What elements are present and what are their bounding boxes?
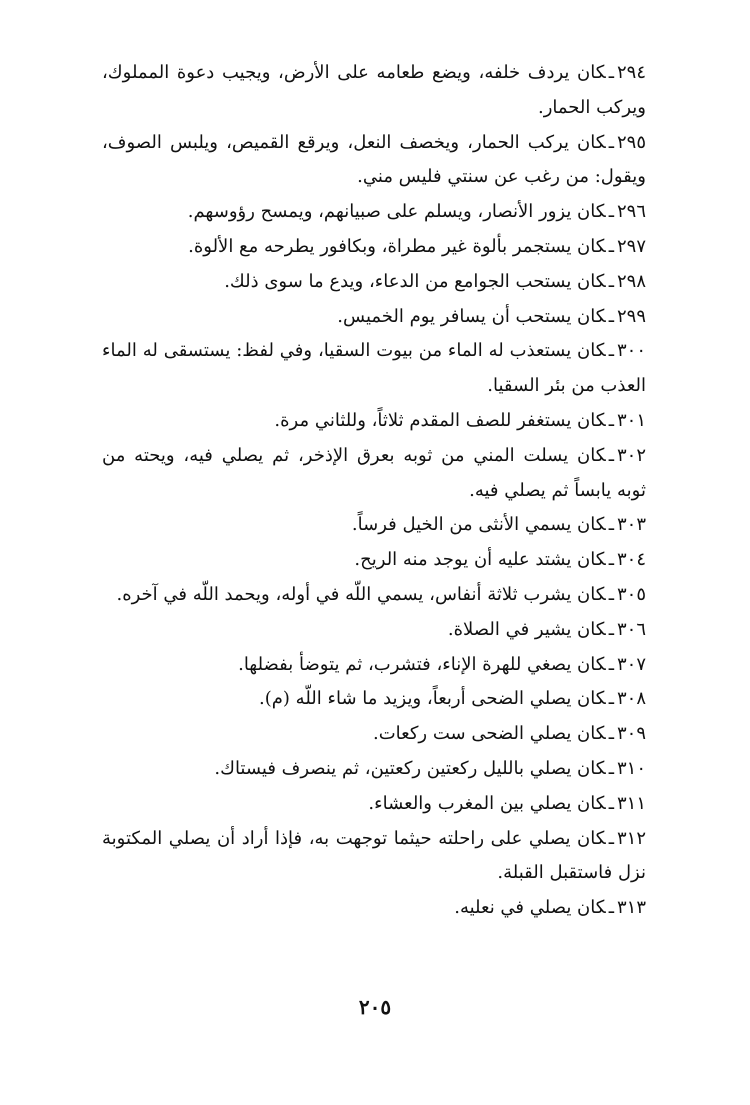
entry-text: كان يركب الحمار، ويخصف النعل، ويرقع القميص، ويلبس الصوف، ويقول: من رغب عن سنتي فليس مني. [102, 131, 646, 188]
entry-number: ٢٩٩ [616, 305, 646, 327]
entry-number: ٣٠٧ [616, 653, 646, 675]
entry-separator: ـ [608, 723, 614, 745]
entry-text: كان يصلي الضحى أربعاً، ويزيد ما شاء اللّه (م). [259, 688, 606, 710]
entry-number: ٢٩٨ [616, 270, 646, 292]
entry-separator: ـ [608, 792, 614, 814]
entry-text: كان يشرب ثلاثة أنفاس، يسمي اللّه في أوله، ويحمد اللّه في آخره. [116, 583, 606, 605]
entry-text: كان يستحب أن يسافر يوم الخميس. [337, 305, 606, 327]
hadith-entry [102, 508, 646, 543]
entry-separator: ـ [608, 444, 614, 466]
hadith-entry [102, 682, 646, 717]
page-number: ٢٠٥ [358, 995, 392, 1019]
entry-separator: ـ [608, 549, 614, 571]
hadith-entry [102, 891, 646, 926]
entry-separator: ـ [608, 62, 614, 83]
hadith-entry [102, 543, 646, 578]
entry-separator: ـ [608, 131, 614, 153]
entry-text: كان يشير في الصلاة. [447, 618, 606, 640]
entry-number: ٣٠٩ [616, 723, 646, 745]
entry-number: ٢٩٧ [616, 235, 646, 257]
entry-separator: ـ [608, 618, 614, 640]
entry-number: ٣٠٠ [616, 340, 646, 362]
entry-text: كان يصلي بين المغرب والعشاء. [368, 792, 606, 814]
entry-separator: ـ [608, 827, 614, 849]
entry-separator: ـ [608, 688, 614, 710]
entry-number: ٣٠٥ [616, 583, 646, 605]
hadith-entry [102, 230, 646, 265]
entry-number: ٣١٠ [616, 757, 646, 779]
entry-number: ٢٩٥ [616, 131, 646, 153]
hadith-entry [102, 126, 646, 196]
hadith-entry [102, 787, 646, 822]
entry-text: كان يستعذب له الماء من بيوت السقيا، وفي لفظ: يستسقى له الماء العذب من بئر السقيا. [102, 340, 646, 397]
entry-number: ٢٩٤ [616, 62, 646, 83]
hadith-entry [102, 334, 646, 404]
entry-number: ٣١٣ [616, 897, 646, 919]
hadith-entry [102, 752, 646, 787]
entry-separator: ـ [608, 305, 614, 327]
entry-separator: ـ [608, 409, 614, 431]
hadith-entry [102, 717, 646, 752]
hadith-entry [102, 300, 646, 335]
hadith-entry [102, 439, 646, 509]
entry-number: ٣٠١ [616, 409, 646, 431]
hadith-entry [102, 822, 646, 892]
entry-number: ٣١١ [616, 792, 646, 814]
entry-text: كان يصلي على راحلته حيثما توجهت به، فإذا أراد أن يصلي المكتوبة نزل فاستقبل القبلة. [102, 827, 646, 884]
entry-separator: ـ [608, 653, 614, 675]
entry-text: كان يسمي الأنثى من الخيل فرساً. [351, 514, 606, 536]
hadith-entry [102, 648, 646, 683]
entry-separator: ـ [608, 201, 614, 223]
hadith-entry [102, 578, 646, 613]
entry-number: ٣٠٦ [616, 618, 646, 640]
entry-separator: ـ [608, 340, 614, 362]
hadith-entry [102, 613, 646, 648]
entry-text: كان يسلت المني من ثوبه بعرق الإذخر، ثم يصلي فيه، ويحته من ثوبه يابساً ثم يصلي فيه. [102, 444, 646, 501]
entry-text: كان يصلي في نعليه. [454, 897, 606, 919]
entry-number: ٣١٢ [616, 827, 646, 849]
hadith-entry [102, 404, 646, 439]
entry-separator: ـ [608, 757, 614, 779]
entry-number: ٣٠٨ [616, 688, 646, 710]
entry-text: كان يصلي بالليل ركعتين ركعتين، ثم ينصرف فيستاك. [214, 757, 606, 779]
entry-number: ٣٠٣ [616, 514, 646, 536]
entry-separator: ـ [608, 897, 614, 919]
entry-number: ٢٩٦ [616, 201, 646, 223]
entry-text: كان يصلي الضحى ست ركعات. [373, 723, 606, 745]
entry-text: كان يصغي للهرة الإناء، فتشرب، ثم يتوضأ بفضلها. [238, 653, 606, 675]
entry-text: كان يستغفر للصف المقدم ثلاثاً، وللثاني مرة. [274, 409, 606, 431]
entry-separator: ـ [608, 270, 614, 292]
hadith-list [102, 56, 646, 926]
entry-text: كان يشتد عليه أن يوجد منه الريح. [354, 549, 606, 571]
entry-text: كان يستجمر بألوة غير مطراة، وبكافور يطرحه مع الألوة. [188, 235, 606, 257]
entry-number: ٣٠٤ [616, 549, 646, 571]
entry-separator: ـ [608, 235, 614, 257]
entry-text: كان يردف خلفه، ويضع طعامه على الأرض، ويجيب دعوة المملوك، ويركب الحمار. [102, 62, 646, 118]
hadith-entry [102, 265, 646, 300]
entry-text: كان يستحب الجوامع من الدعاء، ويدع ما سوى ذلك. [224, 270, 606, 292]
entry-separator: ـ [608, 583, 614, 605]
entry-separator: ـ [608, 514, 614, 536]
entry-number: ٣٠٢ [616, 444, 646, 466]
entry-text: كان يزور الأنصار، ويسلم على صبيانهم، ويمسح رؤوسهم. [187, 201, 606, 223]
hadith-entry [102, 195, 646, 230]
hadith-entry [102, 56, 646, 126]
